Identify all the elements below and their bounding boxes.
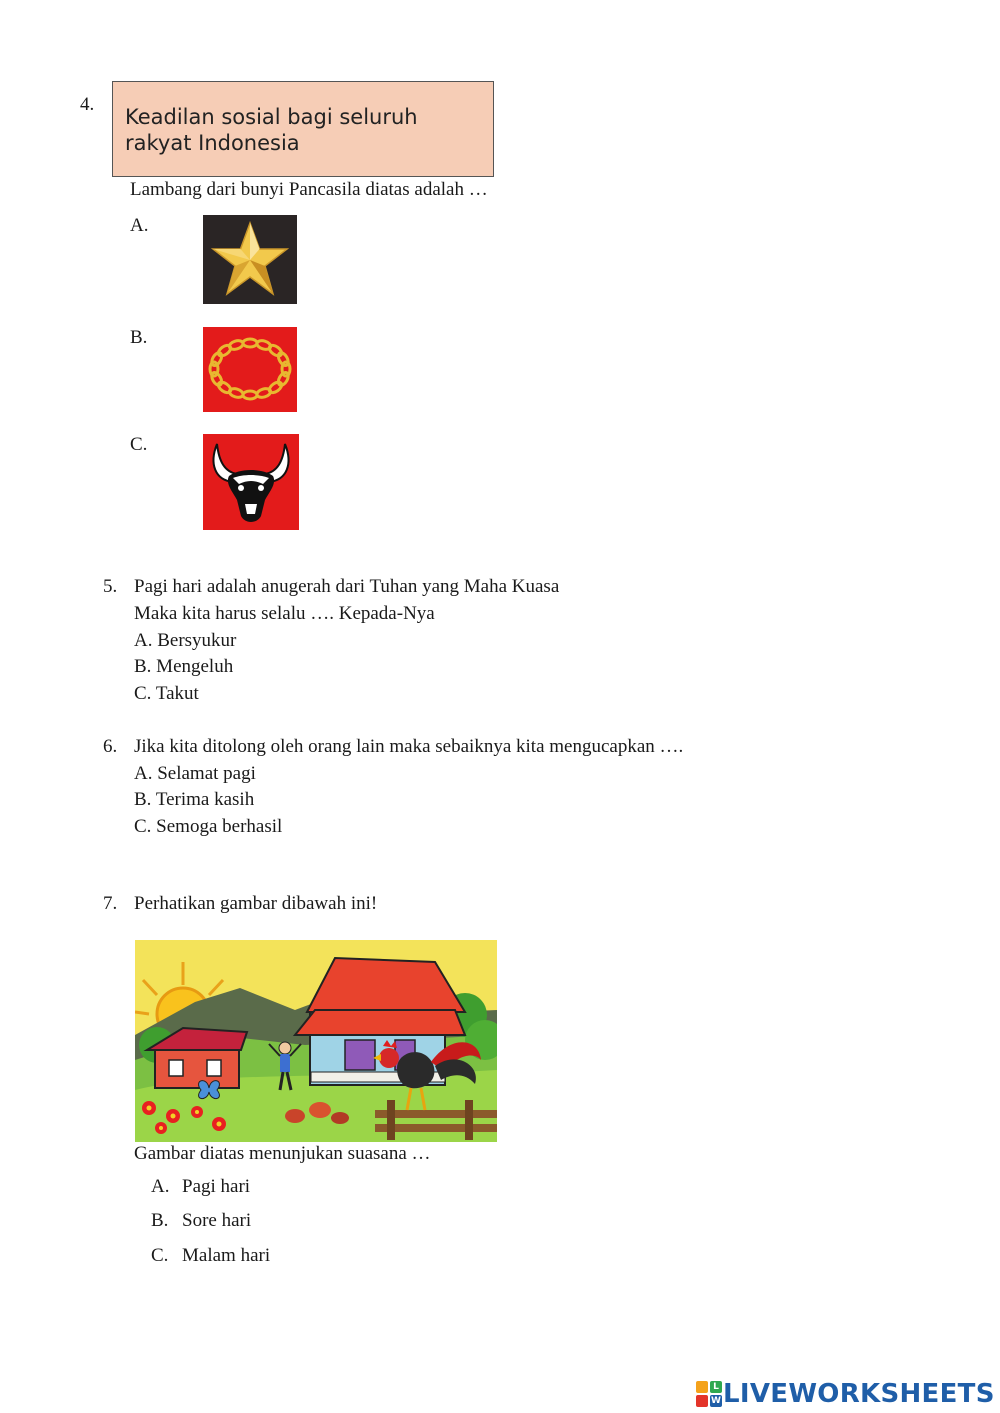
question-5-line-2: Maka kita harus selalu …. Kepada-Nya [134, 603, 435, 624]
brand-name: LIVEWORKSHEETS [723, 1379, 995, 1409]
question-6-text: Jika kita ditolong oleh orang lain maka sebaiknya kita mengucapkan …. [134, 736, 684, 757]
sila-text-box [112, 81, 494, 177]
chain-icon[interactable] [203, 327, 297, 412]
q6-option-c[interactable]: C. Semoga berhasil [134, 816, 283, 837]
star-icon[interactable] [203, 215, 297, 304]
q5-option-c[interactable]: C. Takut [134, 683, 199, 704]
question-7-caption: Gambar diatas menunjukan suasana … [134, 1143, 431, 1164]
option-a-letter[interactable]: A. [130, 215, 149, 236]
question-6-number: 6. [103, 736, 118, 757]
question-5-line-1: Pagi hari adalah anugerah dari Tuhan yang Maha Kuasa [134, 576, 560, 597]
q7-option-b-letter[interactable]: B. [151, 1210, 169, 1231]
bull-head-icon[interactable] [203, 434, 299, 530]
liveworksheets-logo[interactable] [696, 1378, 996, 1410]
q7-option-c-letter[interactable]: C. [151, 1245, 169, 1266]
option-c-letter[interactable]: C. [130, 434, 148, 455]
q5-option-b[interactable]: B. Mengeluh [134, 656, 234, 677]
question-7-number: 7. [103, 893, 118, 914]
option-b-letter[interactable]: B. [130, 327, 148, 348]
q6-option-a[interactable]: A. Selamat pagi [134, 763, 256, 784]
question-4-number: 4. [80, 94, 95, 115]
logo-grid-icon: L W [696, 1381, 722, 1407]
morning-scene-illustration [135, 940, 497, 1142]
question-7-text: Perhatikan gambar dibawah ini! [134, 893, 378, 914]
sila-text-line-1: Keadilan sosial bagi seluruh [125, 105, 418, 129]
q7-option-a-letter[interactable]: A. [151, 1176, 170, 1197]
q7-option-c-text[interactable]: Malam hari [182, 1245, 271, 1266]
q5-option-a[interactable]: A. Bersyukur [134, 630, 237, 651]
question-5-number: 5. [103, 576, 118, 597]
q7-option-b-text[interactable]: Sore hari [182, 1210, 252, 1231]
q7-option-a-text[interactable]: Pagi hari [182, 1176, 251, 1197]
sila-text-line-2: rakyat Indonesia [125, 131, 300, 155]
q6-option-b[interactable]: B. Terima kasih [134, 789, 255, 810]
question-4-text: Lambang dari bunyi Pancasila diatas adalah … [130, 179, 488, 200]
